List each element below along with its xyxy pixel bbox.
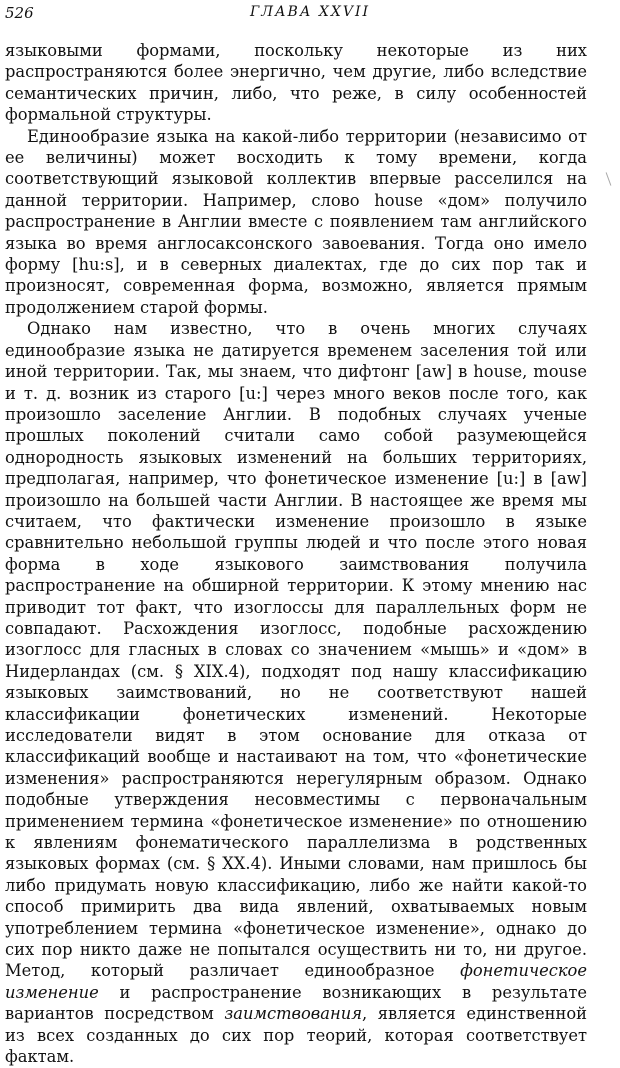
paragraph-3-text-b: и распространение возникающих в результате вариантов посредством	[5, 982, 587, 1024]
page-body	[5, 40, 587, 1068]
paragraph-3-text-a: Однако нам известно, что в очень многих случаях единообразие языка не датируется временем заселения той или иной территории. Так, мы знаем, что дифтонг [aw] в house, mouse и т. д. возник из старого [u:] через много веков после того, как произошло заселение Англии. В подобных случаях ученые прошлых поколений считали само собой разумеющейся однородность языковых изменений на больших территориях, предполагая, например, что фонетическое изменение [u:] в [aw] произошло на большей части Англии. В настоящее же время мы считаем, что фактически изменение произошло в языке сравнительно небольшой группы людей и что после этого новая форма в ходе языкового заимствования получила распространение на обширной территории. К этому мнению нас приводит тот факт, что изоглоссы для параллельных форм не совпадают. Расхождения изоглосс, подобные расхождению изоглосс для гласных в словах со значением «мышь» и «дом» в Нидерландах (см. § XIX.4), подходят под нашу классификацию языковых заимствований, но не соответствуют нашей классификации фонетических изменений. Некоторые исследователи видят в этом основание для отказа от классификаций вообще и настаивают на том, что «фонетические изменения» распространяются нерегулярным образом. Однако подобные утверждения несовместимы с первоначальным применением термина «фонетическое изменение» по отношению к явлениям фонематического параллелизма в родственных языковых формах (см. § XX.4). Иными словами, нам пришлось бы либо придумать новую классификацию, либо же найти какой-то способ примирить два вида явлений, охватываемых новым употреблением термина «фонетическое изменение», однако до сих пор никто даже не попытался осуществить ни то, ни другое. Метод, который различает единообразное	[5, 319, 587, 981]
term-borrowing: заимствования	[224, 1004, 362, 1024]
paragraph-1: языковыми формами, поскольку некоторые из них распространяются более энергично, чем другие, либо вследствие семантических причин, либо, что реже, в силу особенностей формальной структуры.	[5, 41, 587, 125]
paragraph-3-text-c: , является единственной из всех созданных до сих пор теорий, которая соответствует фактам.	[5, 1004, 587, 1067]
margin-mark	[606, 172, 612, 185]
paragraph-2: Единообразие языка на какой-либо территории (независимо от ее величины) может восходить к тому времени, когда соответствующий языковой коллектив впервые расселился на данной территории. Например, слово house «дом» получило распространение в Англии вместе с появлением там английского языка во время англосаксонского завоевания. Тогда оно имело форму [hu:s], и в северных диалектах, где до сих пор так и произносят, современная форма, возможно, является прямым продолжением старой формы.	[5, 126, 587, 317]
running-head: ГЛАВА XXVII	[250, 4, 370, 20]
paragraph-3	[5, 318, 587, 1067]
term-phonetic-change: фонетическое изменение	[5, 961, 587, 1002]
page-number: 526	[5, 4, 34, 22]
page-header	[0, 2, 620, 26]
